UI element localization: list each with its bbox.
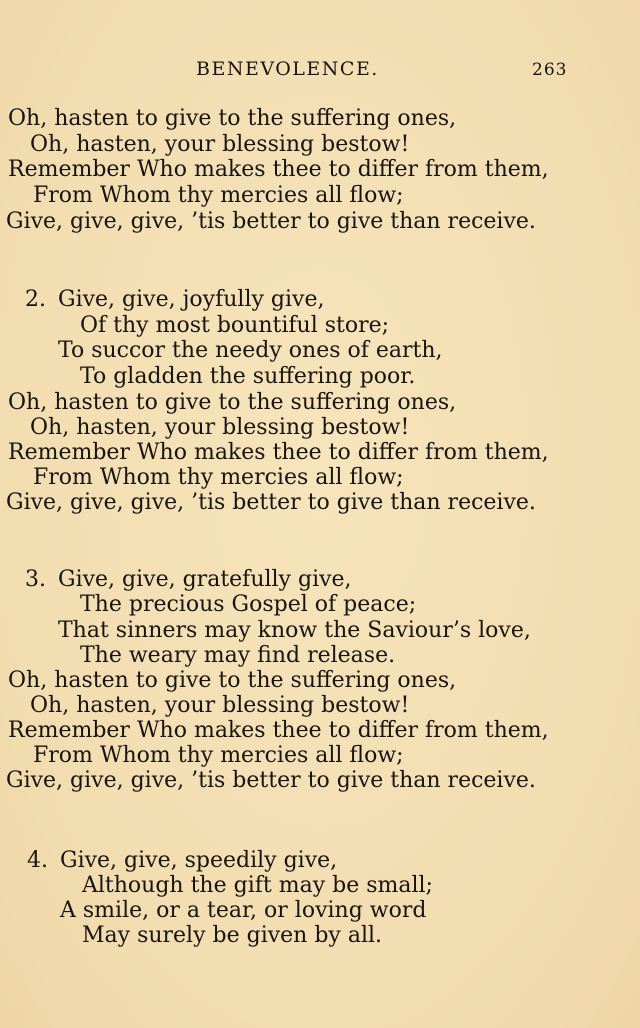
verse-line: The precious Gospel of peace;	[80, 592, 417, 617]
page-number: 263	[532, 60, 568, 80]
verse-line: Oh, hasten to give to the suffering ones,	[8, 106, 457, 131]
verse-line: Give, give, give, ’tis better to give than receive.	[6, 209, 536, 234]
verse-line: To gladden the suffering poor.	[80, 364, 416, 389]
verse-line: Oh, hasten to give to the suffering ones,	[8, 390, 457, 415]
verse-line: A smile, or a tear, or loving word	[60, 898, 427, 923]
verse-line: Although the gift may be small;	[82, 873, 433, 898]
verse-line: Remember Who makes thee to differ from them,	[8, 157, 549, 182]
verse-line: Of thy most bountiful store;	[80, 313, 390, 338]
verse-line: Give, give, give, ’tis better to give than receive.	[6, 768, 536, 793]
verse-line: Oh, hasten, your blessing bestow!	[30, 415, 410, 440]
verse-line: From Whom thy mercies all flow;	[33, 183, 404, 208]
page-title: BENEVOLENCE.	[196, 58, 379, 80]
verse-line: Give, give, joyfully give,	[58, 287, 325, 312]
verse-line: The weary may find release.	[80, 643, 396, 668]
verse-number: 2.	[25, 287, 46, 312]
verse-number: 3.	[25, 567, 46, 592]
verse-number: 4.	[27, 848, 48, 873]
verse-line: Give, give, give, ’tis better to give than receive.	[6, 490, 536, 515]
verse-line: May surely be given by all.	[82, 923, 383, 948]
verse-line: From Whom thy mercies all flow;	[33, 743, 404, 768]
verse-line: Oh, hasten, your blessing bestow!	[30, 132, 410, 157]
verse-line: Oh, hasten, your blessing bestow!	[30, 693, 410, 718]
page-header	[0, 58, 640, 88]
verse-line: Remember Who makes thee to differ from them,	[8, 718, 549, 743]
verse-line: From Whom thy mercies all flow;	[33, 465, 404, 490]
verse-line: Remember Who makes thee to differ from them,	[8, 440, 549, 465]
verse-line: Give, give, speedily give,	[60, 848, 338, 873]
verse-line: That sinners may know the Saviour’s love,	[58, 618, 531, 643]
verse-line: Give, give, gratefully give,	[58, 567, 352, 592]
verse-line: To succor the needy ones of earth,	[58, 338, 443, 363]
verse-line: Oh, hasten to give to the suffering ones,	[8, 668, 457, 693]
